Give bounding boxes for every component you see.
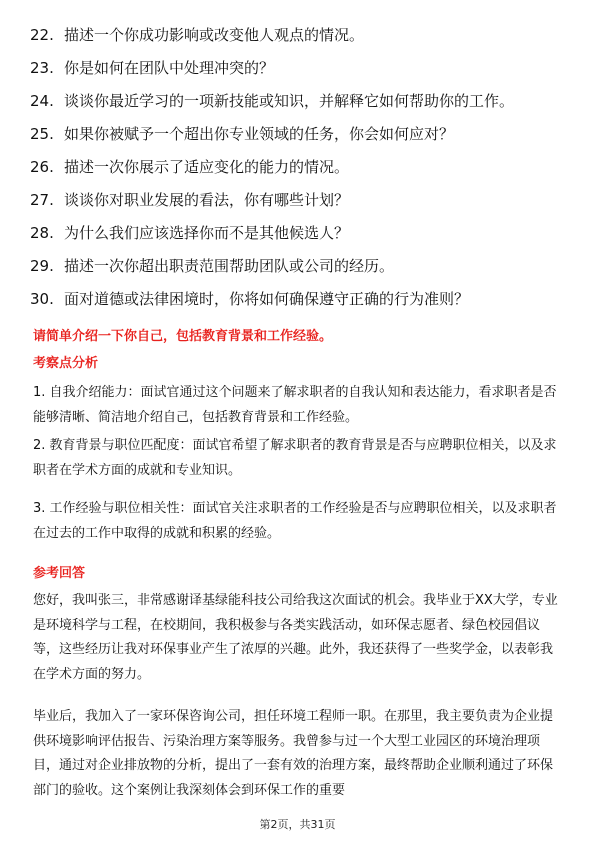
question-number: 29. bbox=[30, 257, 54, 275]
list-item bbox=[30, 90, 570, 112]
list-item bbox=[30, 24, 570, 46]
list-item bbox=[30, 189, 570, 211]
answer-paragraph: 毕业后，我加入了一家环保咨询公司，担任环境工程师一职。在那里，我主要负责为企业提供环境影响评估报告、污染治理方案等服务。我曾参与过一个大型工业园区的环境治理项目，通过对企业排放物的分析，提出了一套有效的治理方案，最终帮助企业顺利通过了环保部门的验收。这个案例让我深刻体会到环保工作的重要 bbox=[33, 709, 554, 798]
list-item bbox=[30, 156, 570, 178]
question-number: 23. bbox=[30, 59, 54, 77]
question-text: 谈谈你对职业发展的看法，你有哪些计划？ bbox=[64, 191, 350, 209]
question-number: 30. bbox=[30, 290, 54, 308]
question-text: 面对道德或法律困境时，你将如何确保遵守正确的行为准则？ bbox=[64, 290, 470, 308]
question-text: 你是如何在团队中处理冲突的？ bbox=[64, 59, 275, 77]
list-item bbox=[30, 222, 570, 244]
analysis-heading: 考察点分析 bbox=[33, 356, 99, 371]
question-text: 描述一个你成功影响或改变他人观点的情况。 bbox=[64, 26, 365, 44]
question-number: 25. bbox=[30, 125, 54, 143]
list-item bbox=[30, 123, 570, 145]
list-item bbox=[30, 57, 570, 79]
question-text: 描述一次你展示了适应变化的能力的情况。 bbox=[64, 158, 350, 176]
list-item bbox=[30, 255, 570, 277]
answer-heading: 参考回答 bbox=[33, 566, 86, 581]
analysis-point: 2. 教育背景与职位匹配度：面试官希望了解求职者的教育背景是否与应聘职位相关，以及求职者在学术方面的成就和专业知识。 bbox=[33, 438, 557, 478]
question-text: 谈谈你最近学习的一项新技能或知识，并解释它如何帮助你的工作。 bbox=[64, 92, 515, 110]
question-number: 24. bbox=[30, 92, 54, 110]
page-number: 第2页，共31页 bbox=[259, 818, 336, 831]
question-number: 26. bbox=[30, 158, 54, 176]
question-number: 22. bbox=[30, 26, 54, 44]
question-number: 27. bbox=[30, 191, 54, 209]
answer-paragraph: 您好，我叫张三，非常感谢译基绿能科技公司给我这次面试的机会。我毕业于XX大学，专业是环境科学与工程，在校期间，我积极参与各类实践活动，如环保志愿者、绿色校园倡议等，这些经历让我对环保事业产生了浓厚的兴趣。此外，我还获得了一些奖学金，以表彰我在学术方面的努力。 bbox=[33, 593, 558, 682]
analysis-point: 1. 自我介绍能力：面试官通过这个问题来了解求职者的自我认知和表达能力，看求职者是否能够清晰、简洁地介绍自己，包括教育背景和工作经验。 bbox=[33, 385, 557, 425]
question-number: 28. bbox=[30, 224, 54, 242]
question-text: 描述一次你超出职责范围帮助团队或公司的经历。 bbox=[64, 257, 395, 275]
analysis-point: 3. 工作经验与职位相关性：面试官关注求职者的工作经验是否与应聘职位相关，以及求职者在过去的工作中取得的成就和积累的经验。 bbox=[33, 501, 557, 541]
question-text: 为什么我们应该选择你而不是其他候选人？ bbox=[64, 224, 350, 242]
question-text: 如果你被赋予一个超出你专业领域的任务，你会如何应对？ bbox=[64, 125, 455, 143]
list-item bbox=[30, 288, 570, 310]
question-list bbox=[30, 24, 570, 321]
question-title: 请简单介绍一下你自己，包括教育背景和工作经验。 bbox=[33, 329, 333, 344]
